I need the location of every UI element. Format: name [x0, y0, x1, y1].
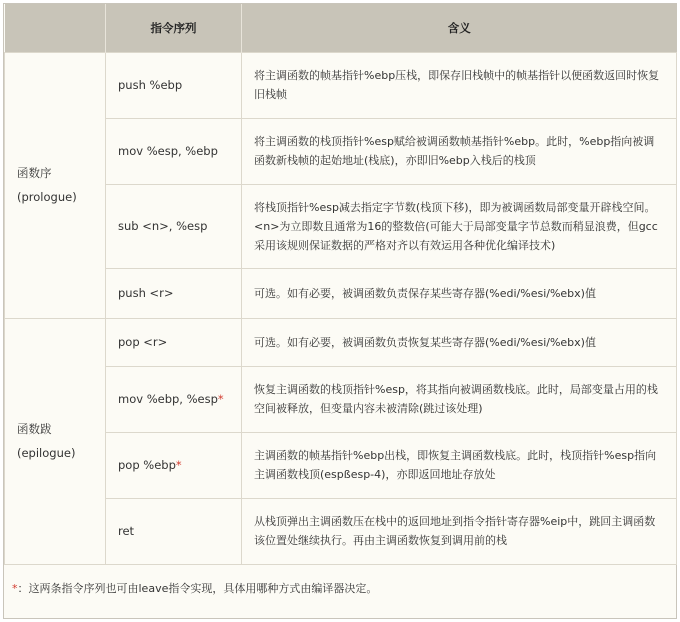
group-epilogue-cell: [5, 318, 106, 564]
instr-cell: [106, 52, 242, 118]
instr-cell: [106, 432, 242, 498]
table-row: [5, 184, 677, 268]
instr-star: *: [217, 392, 224, 406]
instr-star: *: [175, 458, 182, 472]
desc-cell: 从栈顶弹出主调函数压在栈中的返回地址到指令指针寄存器%eip中，跳回主调函数该位置处继续执行。再由主调函数恢复到调用前的栈: [242, 498, 677, 564]
footnote-star: *: [12, 582, 18, 595]
instr-cell: [106, 318, 242, 366]
instr-text: pop %ebp: [118, 458, 176, 472]
desc-cell: 将栈顶指针%esp减去指定字节数(栈顶下移)，即为被调函数局部变量开辟栈空间。<n>为立即数且通常为16的整数倍(可能大于局部变量字节总数而稍显浪费，但gcc采用该规则保证数据的严格对齐以有效运用各种优化编译技术): [242, 184, 677, 268]
instr-text: mov %esp, %ebp: [118, 144, 218, 158]
instr-text: pop <r>: [118, 335, 168, 349]
instr-cell: [106, 268, 242, 318]
table-row: [5, 432, 677, 498]
instr-cell: [106, 366, 242, 432]
table-header-row: [5, 4, 677, 52]
instr-text: sub <n>, %esp: [118, 219, 208, 233]
table-row: [5, 318, 677, 366]
instr-text: ret: [118, 524, 135, 538]
instruction-table: [4, 4, 677, 565]
header-blank-cell: [5, 4, 106, 52]
footnote-text: ：这两条指令序列也可由leave指令实现，具体用哪种方式由编译器决定。: [17, 582, 378, 595]
desc-cell: 将主调函数的帧基指针%ebp压栈，即保存旧栈帧中的帧基指针以便函数返回时恢复旧栈帧: [242, 52, 677, 118]
group-prologue-name: 函数序: [17, 166, 52, 180]
instr-text: mov %ebp, %esp: [118, 392, 218, 406]
instr-cell: [106, 118, 242, 184]
instr-text: push %ebp: [118, 78, 183, 92]
desc-cell: 主调函数的帧基指针%ebp出栈，即恢复主调函数栈底。此时，栈顶指针%esp指向主调函数栈顶(espßesp-4)，亦即返回地址存放处: [242, 432, 677, 498]
instr-text: push <r>: [118, 286, 174, 300]
table-row: [5, 268, 677, 318]
table-row: [5, 118, 677, 184]
instruction-table-container: [3, 3, 677, 619]
desc-cell: 可选。如有必要，被调函数负责恢复某些寄存器(%edi/%esi/%ebx)值: [242, 318, 677, 366]
desc-cell: 将主调函数的栈顶指针%esp赋给被调函数帧基指针%ebp。此时，%ebp指向被调函数新栈帧的起始地址(栈底)，亦即旧%ebp入栈后的栈顶: [242, 118, 677, 184]
group-prologue-cell: [5, 52, 106, 318]
table-row: [5, 52, 677, 118]
header-meaning: 含义: [242, 4, 677, 52]
instr-cell: [106, 498, 242, 564]
table-row: [5, 366, 677, 432]
desc-cell: 恢复主调函数的栈顶指针%esp，将其指向被调函数栈底。此时，局部变量占用的栈空间被释放，但变量内容未被清除(跳过该处理): [242, 366, 677, 432]
table-row: [5, 498, 677, 564]
group-epilogue-sub: (epilogue): [17, 446, 76, 460]
group-epilogue-name: 函数跋: [17, 422, 52, 436]
instr-cell: [106, 184, 242, 268]
header-instruction-sequence: 指令序列: [106, 4, 242, 52]
desc-cell: 可选。如有必要，被调函数负责保存某些寄存器(%edi/%esi/%ebx)值: [242, 268, 677, 318]
group-prologue-sub: (prologue): [17, 190, 77, 204]
footnote: [12, 580, 377, 596]
